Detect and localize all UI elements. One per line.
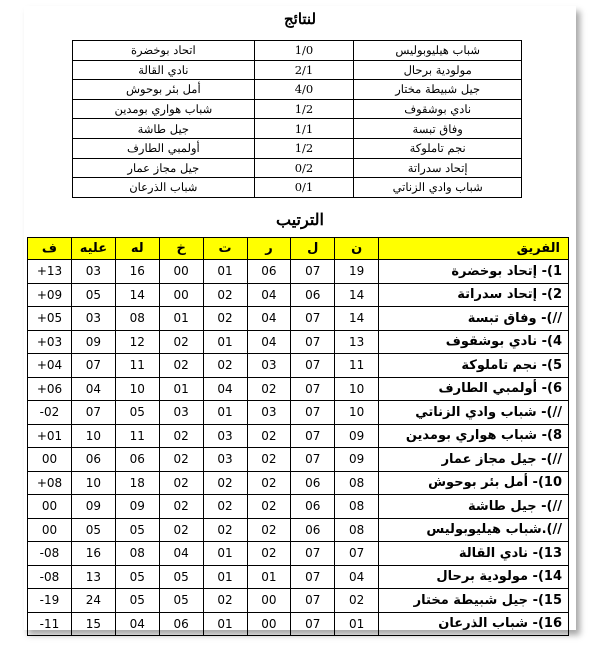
cell-goal-diff: +09 <box>28 283 72 307</box>
cell-losses: 00 <box>159 283 203 307</box>
standings-row <box>28 495 569 519</box>
cell-played: 07 <box>291 612 335 636</box>
cell-team: 10)- أمل بئر بوحوش <box>379 471 569 495</box>
standings-row <box>28 518 569 542</box>
cell-team: 16)- شباب الذرعان <box>379 612 569 636</box>
header-team: الفريق <box>379 238 569 260</box>
match-score: 1/2 <box>254 99 354 119</box>
cell-goals-for: 06 <box>115 448 159 472</box>
cell-goals-against: 05 <box>71 518 115 542</box>
away-team: نادي القالة <box>73 60 255 80</box>
cell-wins: 02 <box>247 542 291 566</box>
cell-wins: 04 <box>247 283 291 307</box>
cell-points: 08 <box>335 495 379 519</box>
cell-losses: 06 <box>159 612 203 636</box>
cell-wins: 00 <box>247 612 291 636</box>
cell-played: 07 <box>291 260 335 284</box>
home-team: جيل شبيطة مختار <box>354 80 522 100</box>
cell-goals-for: 16 <box>115 260 159 284</box>
standings-row <box>28 330 569 354</box>
cell-goal-diff: -11 <box>28 612 72 636</box>
cell-played: 07 <box>291 565 335 589</box>
cell-goals-against: 10 <box>71 471 115 495</box>
away-team: جيل طاشة <box>73 119 255 139</box>
match-score: 0/2 <box>254 158 354 178</box>
header-losses: خ <box>159 238 203 260</box>
home-team: نادي بوشقوف <box>354 99 522 119</box>
cell-wins: 00 <box>247 589 291 613</box>
cell-played: 06 <box>291 471 335 495</box>
cell-points: 10 <box>335 377 379 401</box>
cell-draws: 03 <box>203 448 247 472</box>
cell-goal-diff: -08 <box>28 542 72 566</box>
home-team: شباب هيليوبوليس <box>354 41 522 61</box>
cell-goals-for: 18 <box>115 471 159 495</box>
cell-draws: 04 <box>203 377 247 401</box>
cell-wins: 01 <box>247 565 291 589</box>
cell-wins: 02 <box>247 495 291 519</box>
standings-row <box>28 377 569 401</box>
cell-losses: 02 <box>159 518 203 542</box>
cell-goals-for: 12 <box>115 330 159 354</box>
cell-draws: 01 <box>203 542 247 566</box>
cell-losses: 02 <box>159 354 203 378</box>
match-score: 1/0 <box>254 41 354 61</box>
match-score: 4/0 <box>254 80 354 100</box>
cell-losses: 03 <box>159 401 203 425</box>
cell-goals-against: 07 <box>71 401 115 425</box>
cell-team: 8)- شباب هواري بومدين <box>379 424 569 448</box>
header-draws: ت <box>203 238 247 260</box>
cell-played: 07 <box>291 542 335 566</box>
cell-points: 14 <box>335 307 379 331</box>
standings-row <box>28 354 569 378</box>
cell-team: 13)- نادي القالة <box>379 542 569 566</box>
cell-played: 06 <box>291 518 335 542</box>
cell-team: 2)- إتحاد سدراتة <box>379 283 569 307</box>
away-team: اتحاد بوخضرة <box>73 41 255 61</box>
cell-goals-against: 04 <box>71 377 115 401</box>
cell-wins: 04 <box>247 330 291 354</box>
home-team: إتحاد سدراتة <box>354 158 522 178</box>
cell-points: 11 <box>335 354 379 378</box>
cell-wins: 06 <box>247 260 291 284</box>
cell-played: 07 <box>291 401 335 425</box>
cell-goals-against: 07 <box>71 354 115 378</box>
cell-played: 07 <box>291 330 335 354</box>
cell-team: 15)- جيل شبيطة مختار <box>379 589 569 613</box>
cell-goals-for: 10 <box>115 377 159 401</box>
cell-team: 4)- نادي بوشقوف <box>379 330 569 354</box>
cell-goal-diff: +05 <box>28 307 72 331</box>
results-table <box>72 40 522 198</box>
cell-losses: 00 <box>159 260 203 284</box>
cell-goals-against: 06 <box>71 448 115 472</box>
cell-wins: 02 <box>247 377 291 401</box>
cell-team: 14)- مولودية برحال <box>379 565 569 589</box>
results-title: لنتائج <box>283 10 317 28</box>
cell-draws: 02 <box>203 354 247 378</box>
header-wins: ر <box>247 238 291 260</box>
cell-goals-against: 03 <box>71 307 115 331</box>
cell-goal-diff: +04 <box>28 354 72 378</box>
cell-goal-diff: -02 <box>28 401 72 425</box>
cell-wins: 03 <box>247 401 291 425</box>
cell-goals-for: 04 <box>115 612 159 636</box>
cell-played: 07 <box>291 377 335 401</box>
cell-goals-for: 08 <box>115 542 159 566</box>
standings-row <box>28 307 569 331</box>
header-played: ل <box>291 238 335 260</box>
cell-played: 07 <box>291 424 335 448</box>
cell-goals-for: 11 <box>115 424 159 448</box>
result-row <box>73 60 522 80</box>
cell-losses: 05 <box>159 565 203 589</box>
cell-goals-for: 05 <box>115 518 159 542</box>
cell-draws: 01 <box>203 612 247 636</box>
result-row <box>73 99 522 119</box>
cell-draws: 02 <box>203 471 247 495</box>
cell-wins: 02 <box>247 518 291 542</box>
cell-goals-for: 08 <box>115 307 159 331</box>
cell-team: //)- وفاق تبسة <box>379 307 569 331</box>
cell-goals-for: 05 <box>115 565 159 589</box>
cell-team: 1)- إتحاد بوخضرة <box>379 260 569 284</box>
cell-goals-against: 24 <box>71 589 115 613</box>
cell-wins: 02 <box>247 471 291 495</box>
standings-row <box>28 612 569 636</box>
cell-goals-for: 14 <box>115 283 159 307</box>
result-row <box>73 178 522 198</box>
cell-draws: 02 <box>203 518 247 542</box>
cell-played: 06 <box>291 495 335 519</box>
away-team: جيل مجاز عمار <box>73 158 255 178</box>
cell-goals-against: 16 <box>71 542 115 566</box>
cell-goal-diff: +01 <box>28 424 72 448</box>
cell-goal-diff: +06 <box>28 377 72 401</box>
cell-draws: 01 <box>203 330 247 354</box>
away-team: شباب هواري بومدين <box>73 99 255 119</box>
home-team: مولودية برحال <box>354 60 522 80</box>
cell-team: //)- جيل مجاز عمار <box>379 448 569 472</box>
cell-goals-against: 05 <box>71 283 115 307</box>
standings-row <box>28 283 569 307</box>
away-team: شباب الذرعان <box>73 178 255 198</box>
cell-points: 10 <box>335 401 379 425</box>
cell-wins: 02 <box>247 424 291 448</box>
cell-wins: 03 <box>247 354 291 378</box>
result-row <box>73 158 522 178</box>
away-team: أولمبي الطارف <box>73 138 255 158</box>
cell-goal-diff: 00 <box>28 448 72 472</box>
cell-points: 08 <box>335 471 379 495</box>
cell-goals-against: 13 <box>71 565 115 589</box>
cell-points: 02 <box>335 589 379 613</box>
result-row <box>73 138 522 158</box>
cell-played: 07 <box>291 589 335 613</box>
standings-table <box>27 237 569 636</box>
header-goals-against: عليه <box>71 238 115 260</box>
standings-row <box>28 260 569 284</box>
cell-losses: 02 <box>159 448 203 472</box>
cell-losses: 02 <box>159 495 203 519</box>
cell-points: 13 <box>335 330 379 354</box>
cell-losses: 02 <box>159 330 203 354</box>
cell-wins: 04 <box>247 307 291 331</box>
cell-points: 09 <box>335 448 379 472</box>
cell-points: 01 <box>335 612 379 636</box>
header-goal-diff: ف <box>28 238 72 260</box>
cell-team: //)- جيل طاشة <box>379 495 569 519</box>
home-team: وفاق تبسة <box>354 119 522 139</box>
cell-team: 6)- أولمبي الطارف <box>379 377 569 401</box>
cell-team: //)- شباب وادي الزناتي <box>379 401 569 425</box>
cell-draws: 02 <box>203 589 247 613</box>
result-row <box>73 119 522 139</box>
home-team: نجم تاملوكة <box>354 138 522 158</box>
cell-goal-diff: 00 <box>28 495 72 519</box>
standings-header-row <box>28 238 569 260</box>
standings-row <box>28 448 569 472</box>
cell-team: //).شباب هيليوبوليس <box>379 518 569 542</box>
cell-goals-for: 05 <box>115 401 159 425</box>
cell-goals-for: 11 <box>115 354 159 378</box>
cell-losses: 05 <box>159 589 203 613</box>
cell-played: 07 <box>291 448 335 472</box>
cell-goals-against: 10 <box>71 424 115 448</box>
header-goals-for: له <box>115 238 159 260</box>
match-score: 2/1 <box>254 60 354 80</box>
cell-goals-for: 09 <box>115 495 159 519</box>
cell-goal-diff: +03 <box>28 330 72 354</box>
cell-goals-against: 09 <box>71 495 115 519</box>
cell-played: 07 <box>291 354 335 378</box>
cell-draws: 02 <box>203 283 247 307</box>
cell-draws: 01 <box>203 565 247 589</box>
cell-losses: 02 <box>159 471 203 495</box>
cell-goal-diff: +08 <box>28 471 72 495</box>
cell-draws: 02 <box>203 307 247 331</box>
away-team: أمل بئر بوحوش <box>73 80 255 100</box>
cell-goals-against: 03 <box>71 260 115 284</box>
cell-points: 19 <box>335 260 379 284</box>
cell-draws: 03 <box>203 424 247 448</box>
cell-losses: 04 <box>159 542 203 566</box>
standings-title: الترتيب <box>276 210 324 229</box>
match-score: 1/1 <box>254 119 354 139</box>
cell-wins: 02 <box>247 448 291 472</box>
cell-played: 06 <box>291 283 335 307</box>
cell-losses: 02 <box>159 424 203 448</box>
header-points: ن <box>335 238 379 260</box>
cell-points: 09 <box>335 424 379 448</box>
cell-goal-diff: 00 <box>28 518 72 542</box>
result-row <box>73 80 522 100</box>
standings-row <box>28 401 569 425</box>
cell-goal-diff: +13 <box>28 260 72 284</box>
cell-points: 14 <box>335 283 379 307</box>
match-score: 1/2 <box>254 138 354 158</box>
home-team: شباب وادي الزناتي <box>354 178 522 198</box>
cell-points: 07 <box>335 542 379 566</box>
cell-losses: 01 <box>159 307 203 331</box>
cell-goals-against: 09 <box>71 330 115 354</box>
match-score: 0/1 <box>254 178 354 198</box>
cell-played: 07 <box>291 307 335 331</box>
result-row <box>73 41 522 61</box>
standings-row <box>28 589 569 613</box>
cell-points: 04 <box>335 565 379 589</box>
cell-goal-diff: -08 <box>28 565 72 589</box>
cell-losses: 01 <box>159 377 203 401</box>
cell-draws: 01 <box>203 401 247 425</box>
cell-team: 5)- نجم تاملوكة <box>379 354 569 378</box>
cell-points: 08 <box>335 518 379 542</box>
cell-goals-against: 15 <box>71 612 115 636</box>
cell-draws: 01 <box>203 260 247 284</box>
cell-draws: 02 <box>203 495 247 519</box>
standings-row <box>28 471 569 495</box>
cell-goal-diff: -19 <box>28 589 72 613</box>
standings-row <box>28 542 569 566</box>
cell-goals-for: 05 <box>115 589 159 613</box>
document-page <box>24 6 576 630</box>
standings-row <box>28 424 569 448</box>
standings-row <box>28 565 569 589</box>
